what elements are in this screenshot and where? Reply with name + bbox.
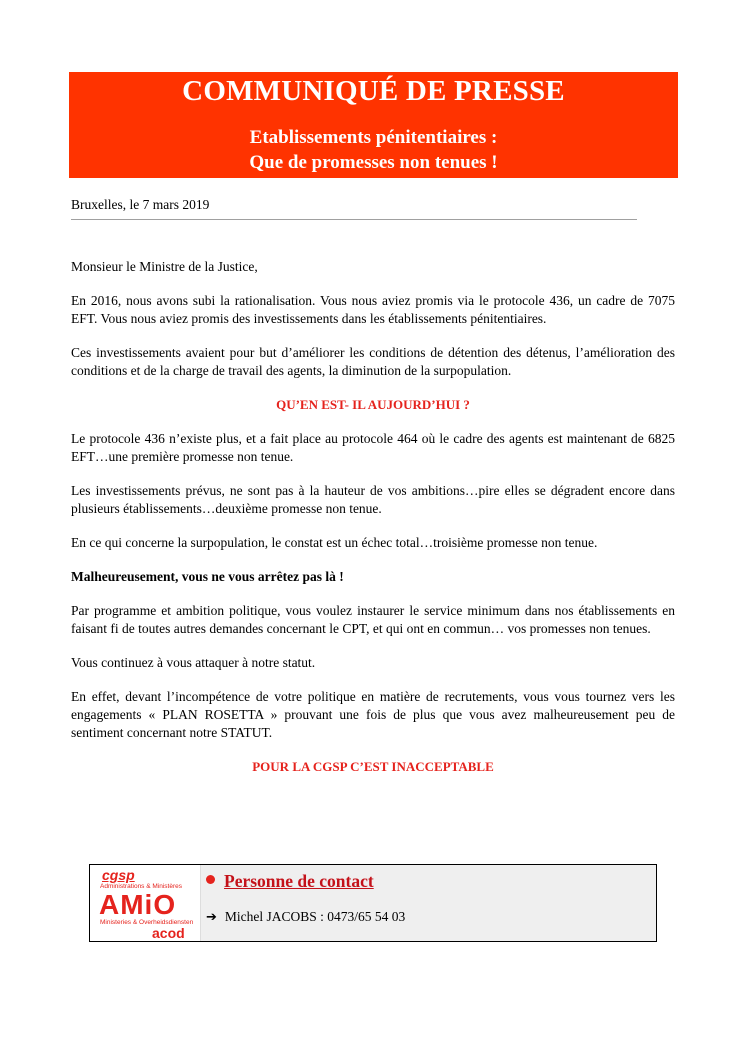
section-heading-1: QU’EN EST- IL AUJOURD’HUI ? — [276, 397, 470, 412]
salutation: Monsieur le Ministre de la Justice, — [71, 259, 258, 274]
banner-subtitle-line2: Que de promesses non tenues ! — [249, 152, 498, 173]
letter-body — [71, 258, 675, 792]
contact-heading-label: Personne de contact — [224, 871, 374, 891]
contact-heading — [206, 871, 374, 892]
paragraph-6: Par programme et ambition politique, vous voulez instaurer le service minimum dans nos établissements en faisant fi de toutes autres demandes concernant le CPT, et qui ont en commun… vos promesses non tenues. — [71, 603, 675, 636]
paragraph-4: Les investissements prévus, ne sont pas à la hauteur de vos ambitions…pire elles se dégradent encore dans plusieurs établissements…deuxième promesse non tenue. — [71, 483, 675, 516]
logo-line2: Ministeries & Overheidsdiensten — [100, 919, 194, 926]
red-bullet-icon — [206, 875, 215, 884]
logo-cgsp-text: cgsp — [102, 867, 135, 883]
banner-title: COMMUNIQUÉ DE PRESSE — [182, 75, 565, 107]
dateline: Bruxelles, le 7 mars 2019 — [71, 197, 210, 212]
logo-acod-text: acod — [152, 925, 185, 941]
section-heading-2: POUR LA CGSP C’EST INACCEPTABLE — [252, 759, 494, 774]
press-release-banner — [69, 72, 678, 178]
contact-box — [89, 864, 657, 942]
paragraph-1: En 2016, nous avons subi la rationalisation. Vous nous aviez promis via le protocole 436, un cadre de 7075 EFT. Vous nous aviez promis des investissements dans les établissements pénitentiaires. — [71, 293, 675, 326]
paragraph-3: Le protocole 436 n’existe plus, et a fait place au protocole 464 où le cadre des agents est maintenant de 6825 EFT…une première promesse non tenue. — [71, 431, 675, 464]
paragraph-8: En effet, devant l’incompétence de votre politique en matière de recrutements, vous vous tournez vers les engagements « PLAN ROSETTA » prouvant une fois de plus que vous avez malheureusement peu de sentiment concernant notre STATUT. — [71, 689, 675, 740]
paragraph-2: Ces investissements avaient pour but d’améliorer les conditions de détention des détenus, l’amélioration des conditions et de la charge de travail des agents, la diminution de la surpopulation. — [71, 345, 675, 378]
cgsp-amio-logo — [90, 865, 201, 941]
logo-amio-text: AMiO — [99, 889, 177, 920]
right-arrow-icon: ➔ — [206, 910, 217, 925]
logo-line1: Administrations & Ministères — [100, 883, 182, 890]
bold-statement: Malheureusement, vous ne vous arrêtez pas là ! — [71, 569, 344, 584]
contact-person-text: Michel JACOBS : 0473/65 54 03 — [224, 909, 406, 924]
paragraph-5: En ce qui concerne la surpopulation, le constat est un échec total…troisième promesse non tenue. — [71, 535, 598, 550]
paragraph-7: Vous continuez à vous attaquer à notre statut. — [71, 655, 316, 670]
divider — [71, 219, 637, 220]
banner-subtitle-line1: Etablissements pénitentiaires : — [249, 127, 498, 148]
contact-person — [206, 909, 405, 925]
